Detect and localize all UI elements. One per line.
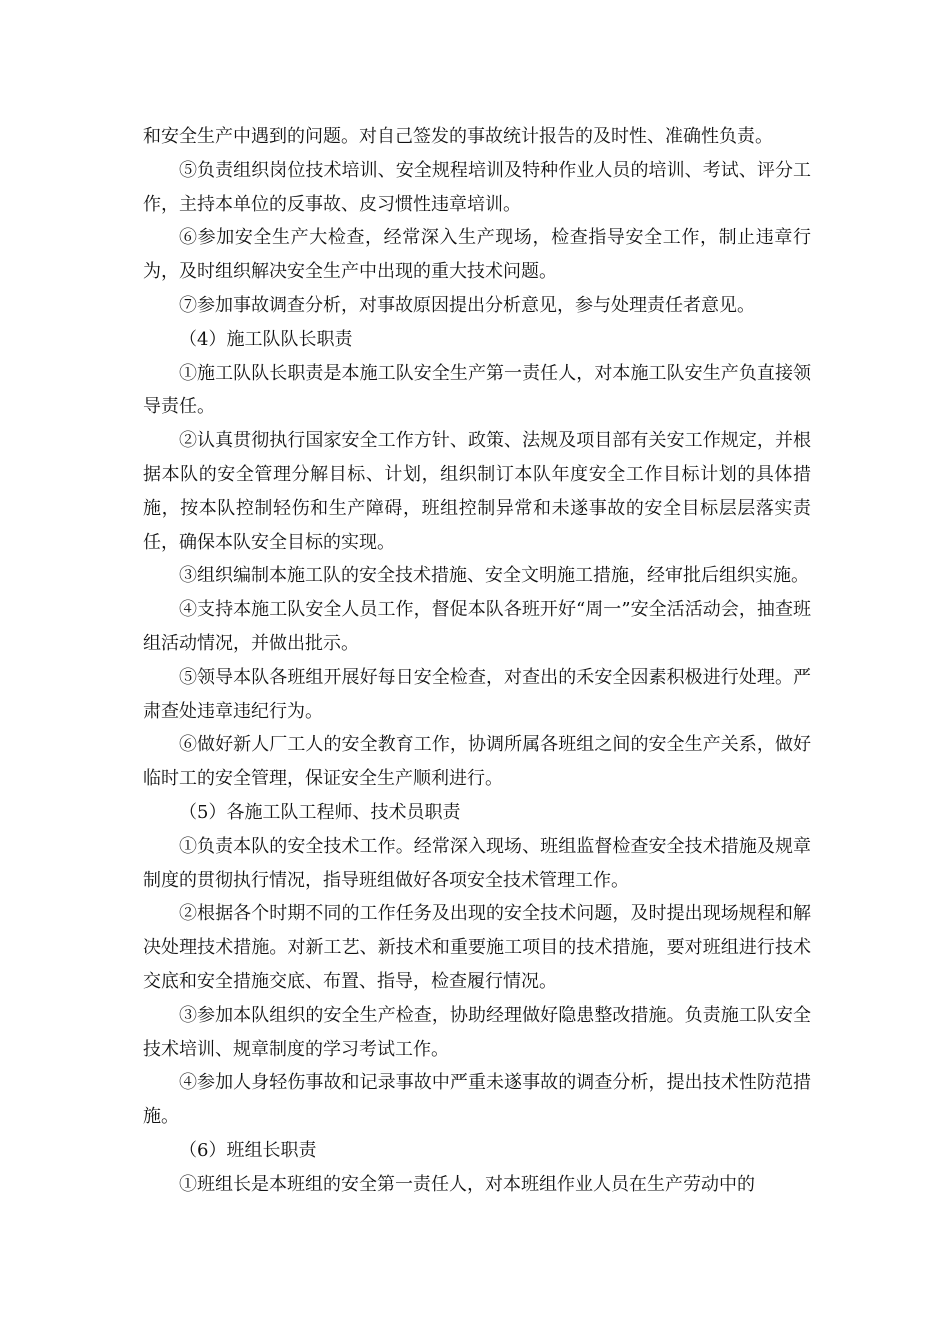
section-heading-5: （5）各施工队工程师、技术员职责 (179, 801, 461, 823)
paragraph-18: ①班组长是本班组的安全第一责任人，对本班组作业人员在生产劳动中的 (179, 1173, 755, 1195)
section-heading-6: （6）班组长职责 (179, 1139, 317, 1161)
body-text (143, 120, 811, 1202)
paragraph-3: ⑥参加安全生产大检查，经常深入生产现场，检查指导安全工作，制止违章行为，及时组织解决安全生产中出现的重大技术问题。 (143, 227, 811, 283)
paragraph-10: ⑤领导本队各班组开展好每日安全检查，对查出的禾安全因素积极进行处理。严肃查处违章违纪行为。 (143, 666, 811, 722)
paragraph-2: ⑤负责组织岗位技术培训、安全规程培训及特种作业人员的培训、考试、评分工作，主持本单位的反事故、皮习惯性违章培训。 (143, 159, 811, 215)
paragraph-11: ⑥做好新人厂工人的安全教育工作，协调所属各班组之间的安全生产关系，做好临时工的安全管理，保证安全生产顺利进行。 (143, 734, 811, 790)
paragraph-9: ④支持本施工队安全人员工作，督促本队各班开好“周一”安全活活动会，抽查班组活动情况，并做出批示。 (143, 599, 811, 654)
paragraph-7: ②认真贯彻执行国家安全工作方针、政策、法规及项目部有关安工作规定，并根据本队的安全管理分解目标、计划，组织制订本队年度安全工作目标计划的具体措施，按本队控制轻伤和生产障碍，班组控制异常和未遂事故的安全目标层层落实责任，确保本队安全目标的实现。 (143, 430, 811, 553)
paragraph-13: ①负责本队的安全技术工作。经常深入现场、班组监督检查安全技术措施及规章制度的贯彻执行情况，指导班组做好各项安全技术管理工作。 (143, 835, 811, 891)
paragraph-15: ③参加本队组织的安全生产检查，协助经理做好隐患整改措施。负责施工队安全技术培训、规章制度的学习考试工作。 (143, 1004, 811, 1060)
section-heading-4: （4）施工队队长职责 (179, 328, 353, 350)
paragraph-8: ③组织编制本施工队的安全技术措施、安全文明施工措施，经审批后组织实施。 (179, 565, 809, 587)
paragraph-4: ⑦参加事故调查分析，对事故原因提出分析意见，参与处理责任者意见。 (179, 294, 755, 316)
paragraph-16: ④参加人身轻伤事故和记录事故中严重未遂事故的调查分析，提出技术性防范措施。 (143, 1072, 811, 1128)
paragraph-6: ①施工队队长职责是本施工队安全生产第一责任人，对本施工队安生产负直接领导责任。 (143, 362, 811, 418)
paragraph-14: ②根据各个时期不同的工作任务及出现的安全技术问题，及时提出现场规程和解决处理技术措施。对新工艺、新技术和重要施工项目的技术措施，要对班组进行技术交底和安全措施交底、布置、指导，检查履行情况。 (143, 903, 811, 992)
paragraph-1: 和安全生产中遇到的问题。对自己签发的事故统计报告的及时性、准确性负责。 (143, 126, 773, 147)
